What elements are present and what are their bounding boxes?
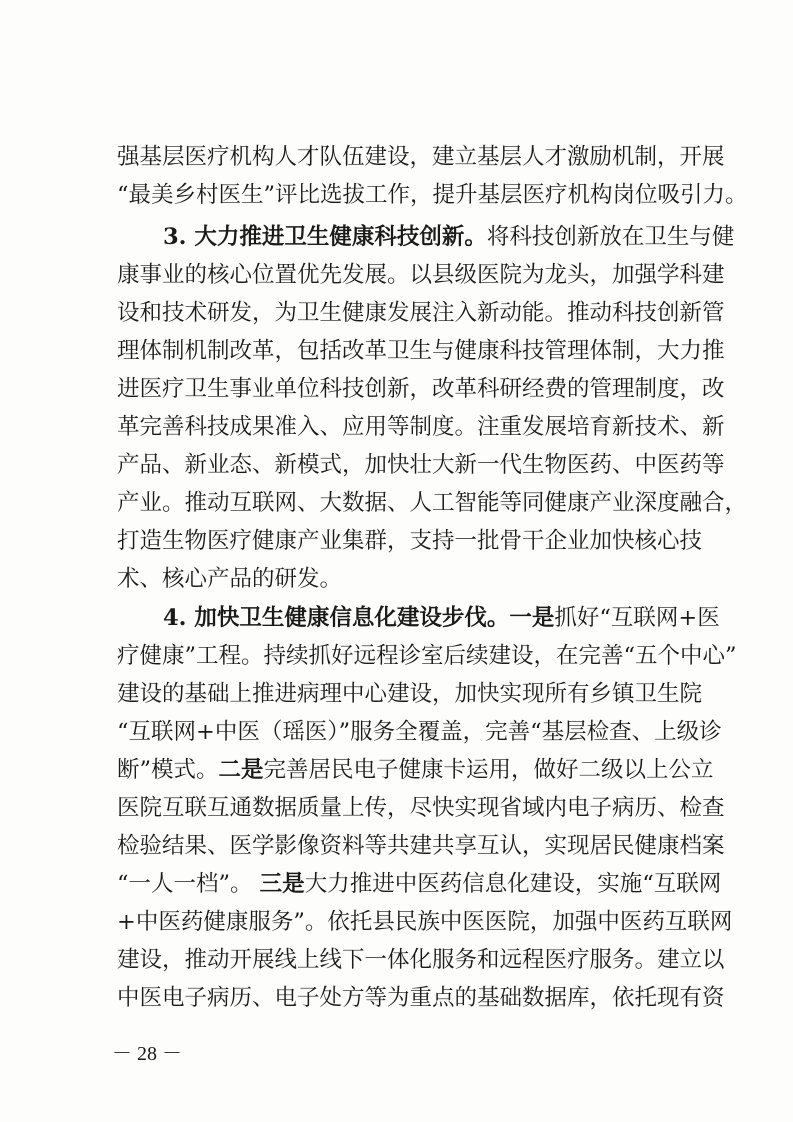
text-line: 强基层医疗机构人才队伍建设，建立基层人才激励机制，开展: [117, 144, 725, 170]
section-4-first-line: [163, 601, 720, 635]
text-span: 大力推进中医药信息化建设，实施“互联网: [304, 871, 722, 897]
text-line: 检验结果、医学影像资料等共建共享互认，实现居民健康档案: [117, 833, 725, 859]
text-line: 疗健康”工程。持续抓好远程诊室后续建设，在完善“五个中心”: [117, 643, 737, 669]
text-line: 设和技术研发，为卫生健康发展注入新动能。推动科技创新管: [117, 300, 725, 326]
text-line: 中医电子病历、电子处方等为重点的基础数据库，依托现有资: [117, 985, 725, 1011]
section-4-heading: 4. 加快卫生健康信息化建设步伐。: [163, 605, 510, 631]
text-line: 建设，推动开展线上线下一体化服务和远程医疗服务。建立以: [117, 947, 725, 973]
text-line: 术、核心产品的研发。: [117, 566, 343, 592]
text-span: 断”模式。: [117, 757, 219, 783]
section-3-first-line: [163, 220, 735, 254]
text-line: “最美乡村医生”评比选拔工作，提升基层医疗机构岗位吸引力。: [117, 182, 748, 208]
text-line: [117, 867, 722, 901]
text-line: “互联网+中医（瑶医）”服务全覆盖，完善“基层检查、上级诊: [117, 719, 722, 745]
text-line: 进医疗卫生事业单位科技创新，改革科研经费的管理制度，改: [117, 376, 725, 402]
page-number: － 28 －: [112, 1043, 182, 1065]
text-span: 抓好“互联网+医: [554, 605, 720, 631]
text-line: 康事业的核心位置优先发展。以县级医院为龙头，加强学科建: [117, 262, 725, 288]
text-line: 革完善科技成果准入、应用等制度。注重发展培育新技术、新: [117, 414, 725, 440]
point-three-label: 三是: [259, 871, 305, 897]
section-3-heading: 3. 大力推进卫生健康科技创新。: [163, 224, 487, 250]
text-line: 建设的基础上推进病理中心建设，加快实现所有乡镇卫生院: [117, 681, 703, 707]
point-two-label: 二是: [218, 757, 264, 783]
text-span: 将科技创新放在卫生与健: [486, 224, 735, 250]
text-line: +中医药健康服务”。依托县民族中医医院，加强中医药互联网: [117, 909, 733, 935]
text-line: 医院互联互通数据质量上传，尽快实现省域内电子病历、检查: [117, 795, 725, 821]
text-line: 打造生物医疗健康产业集群，支持一批骨干企业加快核心技: [117, 528, 703, 554]
text-line: [117, 753, 714, 787]
point-one-label: 一是: [509, 605, 555, 631]
text-line: 产业。推动互联网、大数据、人工智能等同健康产业深度融合，: [117, 490, 748, 516]
text-line: 产品、新业态、新模式，加快壮大新一代生物医药、中医药等: [117, 452, 725, 478]
text-span: “一人一档”。: [117, 871, 260, 897]
text-line: 理体制机制改革，包括改革卫生与健康科技管理体制，大力推: [117, 338, 725, 364]
text-span: 完善居民电子健康卡运用，做好二级以上公立: [263, 757, 714, 783]
